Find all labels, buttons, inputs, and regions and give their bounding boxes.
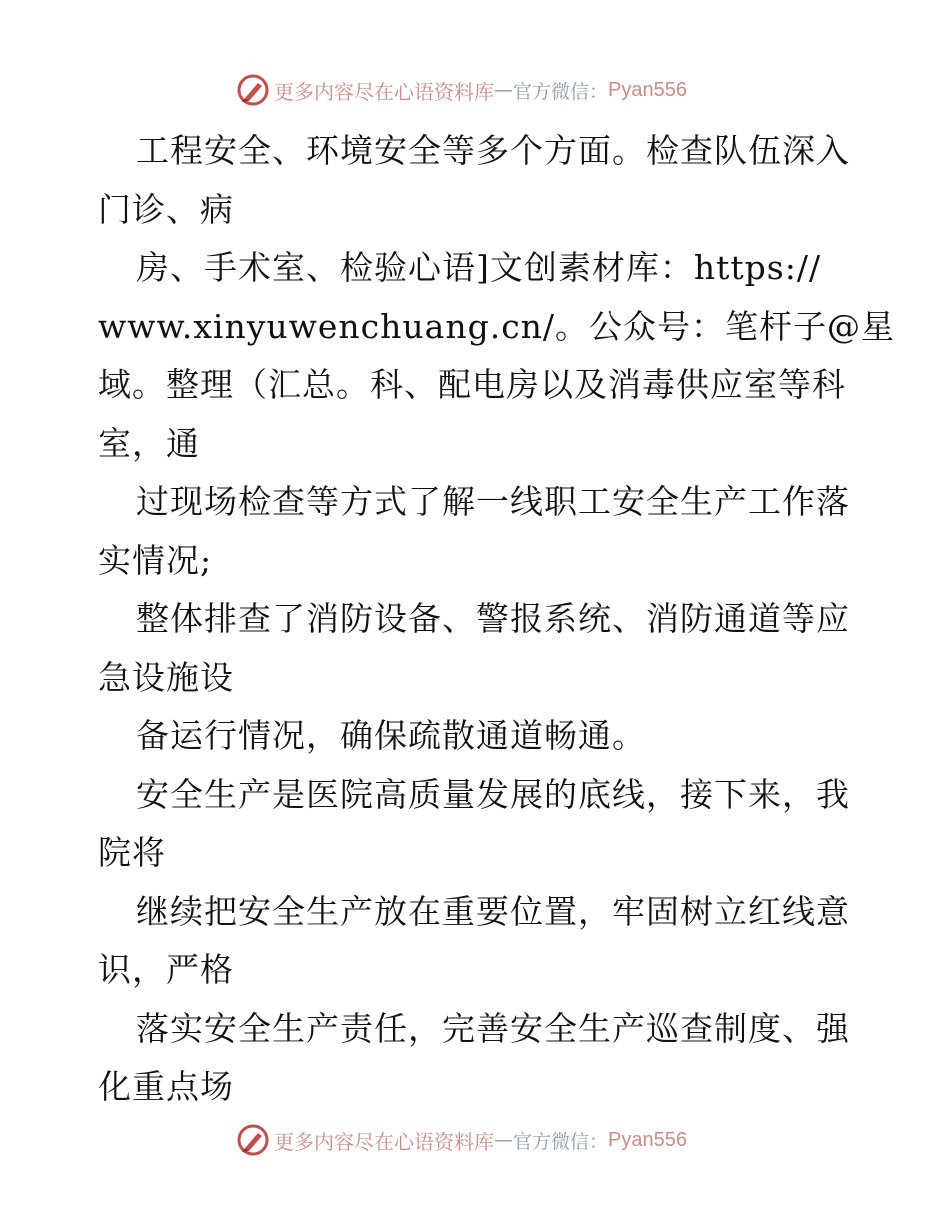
text-line: 化重点场 (98, 1067, 234, 1106)
text-line: 过现场检查等方式了解一线职工安全生产工作落 (136, 482, 850, 521)
text-line: 域。整理（汇总。科、配电房以及消毒供应室等科 (98, 365, 846, 404)
text-line: 门诊、病 (98, 189, 234, 229)
text-line: 房、手术室、检验心语]文创素材库：https:// (136, 248, 822, 287)
watermark-wechat-id: Pyan556 (608, 1128, 687, 1151)
text-line: 识，严格 (98, 950, 234, 989)
watermark-brand-text: 更多内容尽在心语资料库 (274, 1129, 494, 1154)
text-line: 继续把安全生产放在重要位置，牢固树立红线意 (136, 891, 850, 931)
watermark-official-label: 官方微信： (513, 80, 609, 103)
watermark-dash: — (494, 79, 513, 101)
text-line: 急设施设 (98, 657, 234, 697)
text-line: 实情况; (98, 540, 213, 580)
watermark-brand-text: 更多内容尽在心语资料库 (274, 79, 494, 104)
watermark-wechat-id: Pyan556 (608, 78, 687, 101)
footer-watermark (236, 1122, 687, 1158)
text-line: 室，通 (98, 423, 200, 463)
text-line: 落实安全生产责任，完善安全生产巡查制度、强 (136, 1008, 850, 1048)
text-line: 安全生产是医院高质量发展的底线，接下来，我 (136, 774, 850, 814)
text-line: 备运行情况，确保疏散通道畅通。 (136, 716, 646, 755)
text-line: 工程安全、环境安全等多个方面。检查队伍深入 (136, 131, 850, 170)
watermark-dash: — (494, 1129, 513, 1151)
text-line: www.xinyuwenchuang.cn/。公众号：笔杆子@星 (98, 306, 896, 346)
text-line: 院将 (98, 833, 166, 872)
watermark-official-label: 官方微信： (513, 1130, 609, 1153)
document-body (98, 122, 896, 1117)
pen-logo-icon (236, 1123, 270, 1157)
text-line: 整体排查了消防设备、警报系统、消防通道等应 (136, 599, 850, 638)
header-watermark (236, 72, 687, 108)
pen-logo-icon (236, 73, 270, 107)
